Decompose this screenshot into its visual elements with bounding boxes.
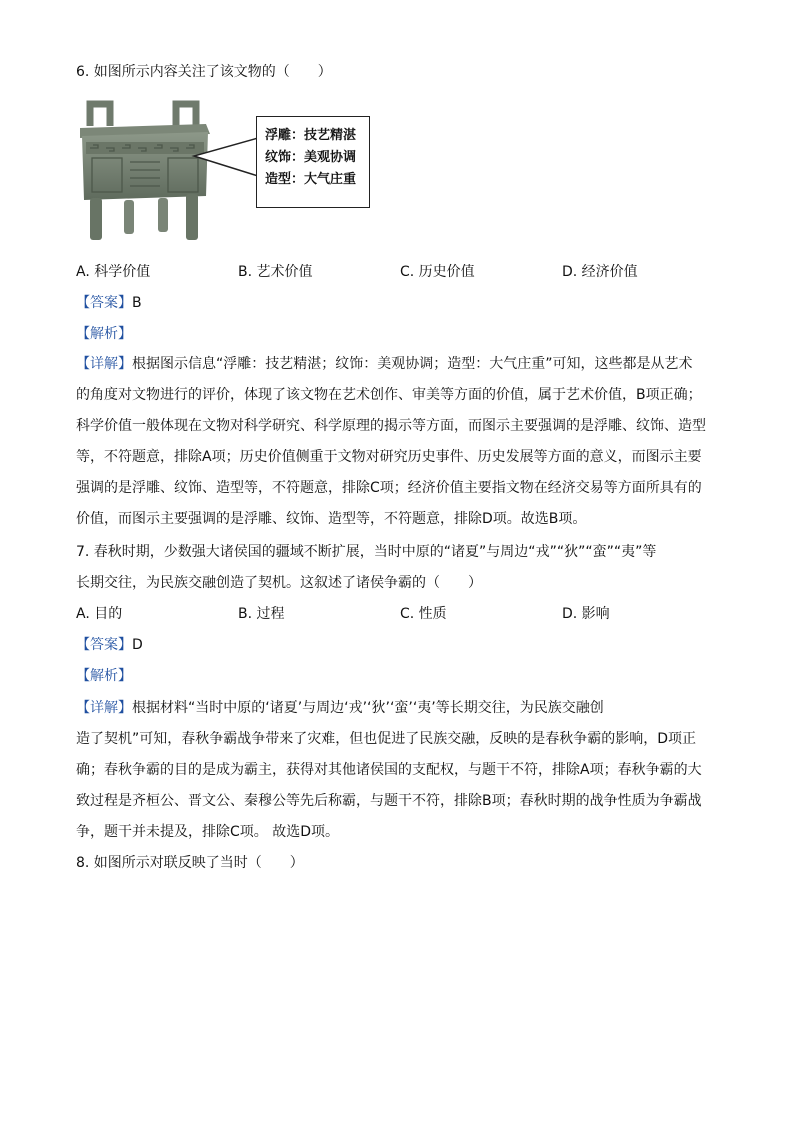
q6-detail-line: 的角度对文物进行的评价，体现了该文物在艺术创作、审美等方面的价值，属于艺术价值，B项正确；	[76, 387, 702, 403]
q6-answer-line	[76, 293, 726, 313]
q7-option-d: D. 影响	[562, 606, 610, 622]
q7-detail-line: 确；春秋争霸的目的是成为霸主，获得对其他诸侯国的支配权，与题干不符，排除A项；春秋争霸的大	[76, 762, 702, 778]
q7-detail-line: 争，题干并未提及，排除C项。 故选D项。	[76, 824, 340, 840]
callout-line: 纹饰：美观协调	[265, 150, 357, 165]
q7-stem-line: 7. 春秋时期，少数强大诸侯国的疆域不断扩展，当时中原的“诸夏”与周边“戎”“狄”“蛮”“夷”等	[76, 544, 657, 560]
q6-option-a: A. 科学价值	[76, 264, 151, 280]
q6-detail-line: 等，不符题意，排除A项；历史价值侧重于文物对研究历史事件、历史发展等方面的意义，而图示主要	[76, 449, 702, 465]
q6-callout-box	[256, 116, 370, 208]
q7-detail-line: 致过程是齐桓公、晋文公、秦穆公等先后称霸，与题干不符，排除B项；春秋时期的战争性质为争霸战	[76, 793, 702, 809]
analysis-tag: 【解析】	[76, 668, 132, 684]
q6-option-c: C. 历史价值	[400, 264, 475, 280]
detail-tag: 【详解】	[76, 356, 132, 372]
q7-detail-line	[76, 698, 726, 718]
detail-text: 根据材料“当时中原的‘诸夏’与周边‘戎’‘狄’‘蛮’‘夷’等长期交往，为民族交融创	[132, 700, 604, 716]
q6-option-b: B. 艺术价值	[238, 264, 313, 280]
analysis-tag: 【解析】	[76, 326, 132, 342]
callout-line: 造型：大气庄重	[265, 172, 357, 187]
answer-tag: 【答案】	[76, 295, 132, 311]
answer-value: B	[132, 295, 142, 311]
q6-detail-line: 科学价值一般体现在文物对科学研究、科学原理的揭示等方面，而图示主要强调的是浮雕、纹饰、造型	[76, 418, 706, 434]
q6-stem: 6. 如图所示内容关注了该文物的（ ）	[76, 64, 332, 80]
q6-detail-line: 价值，而图示主要强调的是浮雕、纹饰、造型等，不符题意，排除D项。故选B项。	[76, 511, 587, 527]
q6-option-d: D. 经济价值	[562, 264, 638, 280]
q7-answer-line	[76, 635, 726, 655]
q7-stem-line: 长期交往，为民族交融创造了契机。这叙述了诸侯争霸的（ ）	[76, 575, 482, 591]
callout-line: 浮雕：技艺精湛	[265, 128, 357, 143]
q7-detail-line: 造了契机”可知，春秋争霸战争带来了灾难，但也促进了民族交融，反映的是春秋争霸的影响，D项正	[76, 731, 697, 747]
q6-detail-line: 强调的是浮雕、纹饰、造型等，不符题意，排除C项；经济价值主要指文物在经济交易等方面所具有的	[76, 480, 702, 496]
q7-option-c: C. 性质	[400, 606, 447, 622]
answer-value: D	[132, 637, 143, 653]
q7-option-a: A. 目的	[76, 606, 123, 622]
detail-tag: 【详解】	[76, 700, 132, 716]
answer-tag: 【答案】	[76, 637, 132, 653]
q7-option-b: B. 过程	[238, 606, 285, 622]
detail-text: 根据图示信息“浮雕：技艺精湛；纹饰：美观协调；造型：大气庄重”可知，这些都是从艺术	[132, 356, 693, 372]
q6-detail-line	[76, 354, 726, 374]
q8-stem: 8. 如图所示对联反映了当时（ ）	[76, 855, 304, 871]
